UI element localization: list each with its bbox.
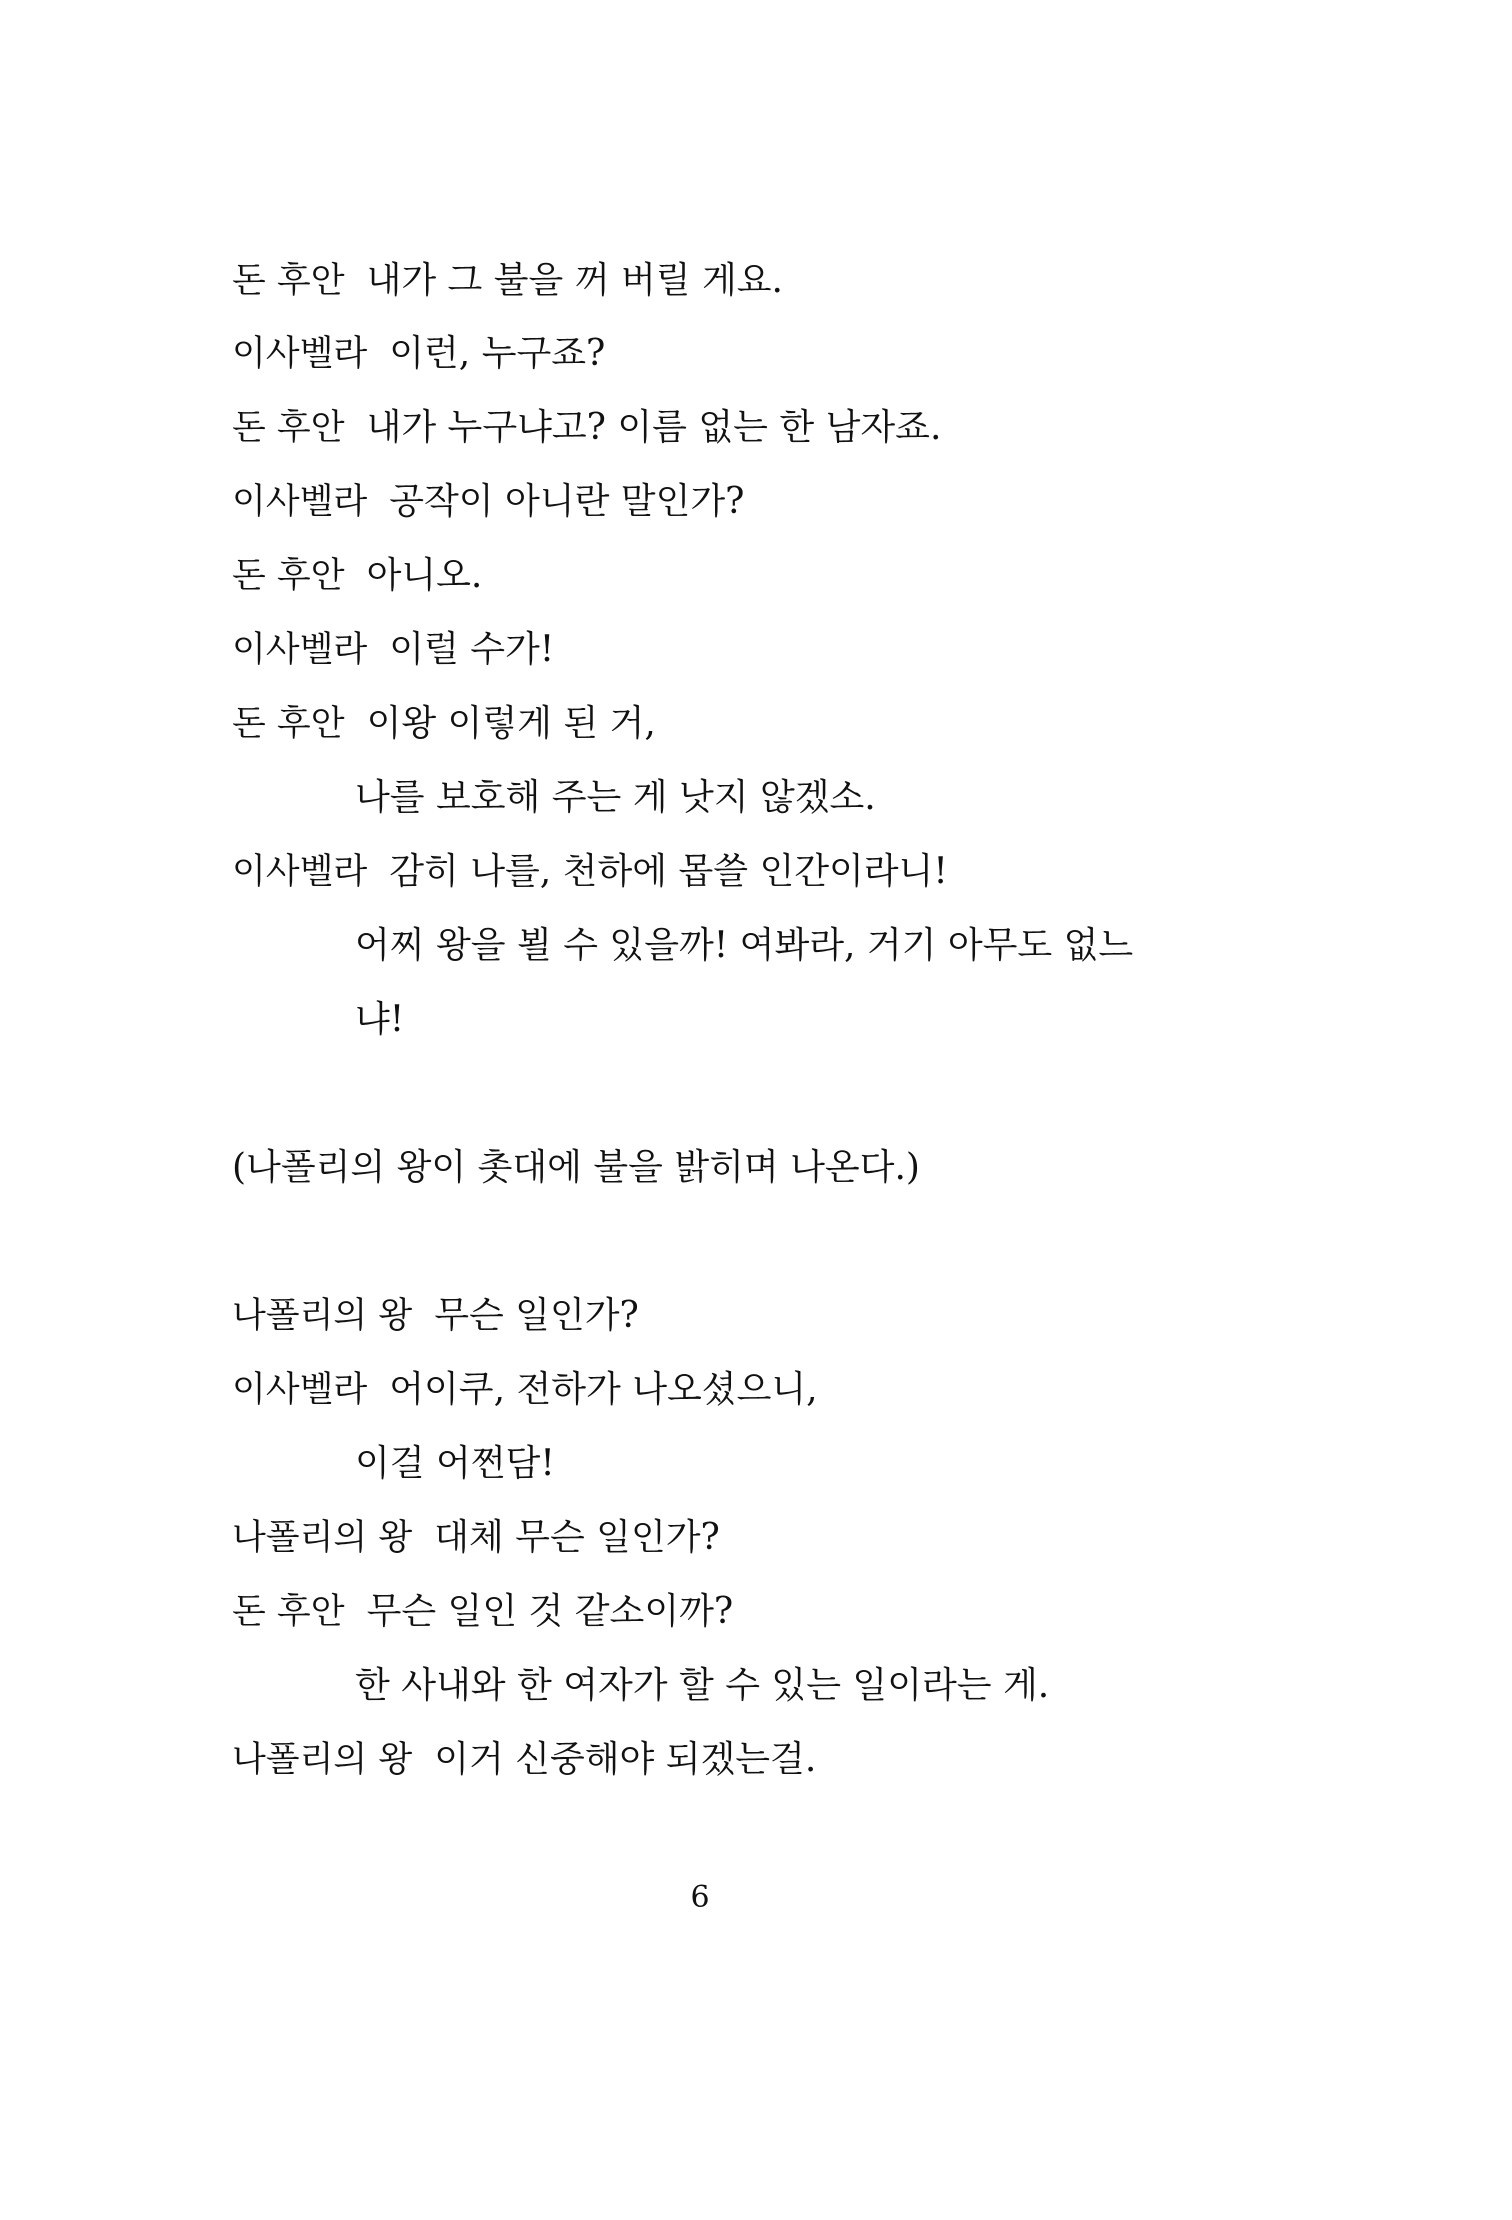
speaker-name: 이사벨라	[232, 334, 368, 374]
speaker-name: 나폴리의 왕	[232, 1740, 413, 1780]
dialogue-continuation	[355, 997, 404, 1042]
speaker-name: 이사벨라	[232, 630, 368, 670]
speaker-name: 돈 후안	[232, 261, 345, 301]
dialogue-text: 어찌 왕을 뵐 수 있을까! 여봐라, 거기 아무도 없느	[355, 925, 1134, 966]
speaker-name: 돈 후안	[232, 1592, 345, 1632]
dialogue-continuation	[355, 775, 876, 820]
speaker-name: 나폴리의 왕	[232, 1296, 413, 1336]
dialogue-line	[232, 1515, 720, 1560]
dialogue-line	[232, 1293, 639, 1338]
dialogue-line	[232, 331, 605, 376]
dialogue-text: 이걸 어쩐담!	[355, 1443, 555, 1484]
dialogue-text: 한 사내와 한 여자가 할 수 있는 일이라는 게.	[355, 1665, 1050, 1706]
dialogue-line	[232, 849, 948, 894]
dialogue-text: 감히 나를, 천하에 몹쓸 인간이라니!	[389, 851, 948, 892]
dialogue-line	[232, 1589, 733, 1634]
dialogue-text: 냐!	[355, 999, 405, 1040]
dialogue-line	[232, 1737, 816, 1782]
dialogue-text: 내가 누구냐고? 이름 없는 한 남자죠.	[366, 407, 942, 448]
dialogue-line	[232, 627, 554, 672]
dialogue-continuation	[355, 1441, 555, 1486]
speaker-name: 돈 후안	[232, 556, 345, 596]
dialogue-line	[232, 553, 482, 598]
speaker-name: 돈 후안	[232, 704, 345, 744]
speaker-name: 이사벨라	[232, 1370, 368, 1410]
dialogue-text: 이거 신중해야 되겠는걸.	[434, 1739, 817, 1780]
dialogue-text: 무슨 일인가?	[434, 1295, 639, 1336]
dialogue-text: 나를 보호해 주는 게 낫지 않겠소.	[355, 777, 876, 818]
dialogue-text: 어이쿠, 전하가 나오셨으니,	[389, 1369, 818, 1410]
dialogue-continuation	[355, 1663, 1049, 1708]
dialogue-text: 대체 무슨 일인가?	[434, 1517, 720, 1558]
speaker-name: 이사벨라	[232, 852, 368, 892]
dialogue-text: 이왕 이렇게 된 거,	[366, 703, 656, 744]
speaker-name: 나폴리의 왕	[232, 1518, 413, 1558]
dialogue-text: 아니오.	[366, 555, 483, 596]
dialogue-text: 이럴 수가!	[389, 629, 555, 670]
dialogue-text: 내가 그 불을 꺼 버릴 게요.	[366, 260, 783, 301]
dialogue-continuation	[355, 923, 1133, 968]
dialogue-text: 무슨 일인 것 같소이까?	[366, 1591, 734, 1632]
dialogue-text: 공작이 아니란 말인가?	[389, 481, 745, 522]
dialogue-line	[232, 701, 656, 746]
dialogue-line	[232, 258, 783, 303]
dialogue-line	[232, 405, 941, 450]
page-number: 6	[690, 1880, 710, 1915]
speaker-name: 이사벨라	[232, 482, 368, 522]
speaker-name: 돈 후안	[232, 408, 345, 448]
dialogue-line	[232, 1367, 818, 1412]
dialogue-line	[232, 479, 744, 524]
stage-direction	[232, 1145, 920, 1190]
dialogue-text: 이런, 누구죠?	[389, 333, 606, 374]
stage-direction-text: (나폴리의 왕이 촛대에 불을 밝히며 나온다.)	[232, 1147, 920, 1188]
